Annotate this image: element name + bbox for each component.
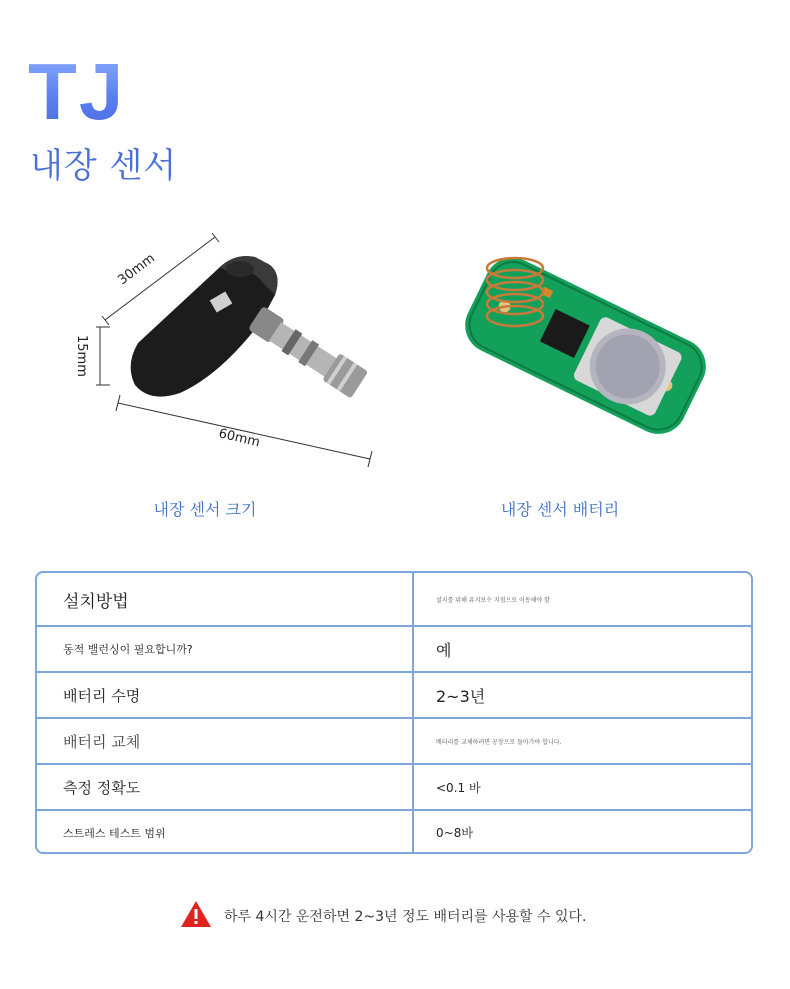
battery-note — [180, 900, 587, 932]
table-row — [37, 573, 751, 625]
spec-label: 배터리 교체 — [37, 719, 414, 763]
brand-logo: TJ — [28, 47, 126, 136]
table-row — [37, 809, 751, 854]
page-subtitle: 내장 센서 — [30, 146, 178, 186]
dim-length-label: 60mm — [217, 426, 262, 451]
table-row — [37, 671, 751, 717]
dim-width-label: 30mm — [115, 251, 158, 289]
spec-value: 예 — [436, 640, 452, 660]
table-row — [37, 717, 751, 763]
spec-label: 배터리 수명 — [37, 673, 414, 717]
sensor-size-photo — [70, 225, 390, 475]
note-text: 하루 4시간 운전하면 2~3년 정도 배터리를 사용할 수 있다. — [224, 909, 587, 925]
warning-icon — [180, 900, 212, 932]
spec-value: 설치를 위해 유지보수 지점으로 이동해야 함 — [436, 596, 550, 604]
sensor-battery-photo — [450, 240, 720, 440]
spec-label: 동적 밸런싱이 필요합니까? — [37, 627, 414, 671]
spec-label: 측정 정확도 — [37, 765, 414, 809]
table-row — [37, 625, 751, 671]
spec-value: 2~3년 — [436, 686, 486, 706]
sensor-battery-caption: 내장 센서 배터리 — [500, 500, 620, 519]
spec-value: <0.1 바 — [436, 780, 481, 795]
table-row — [37, 763, 751, 809]
dim-height-label: 15mm — [74, 335, 89, 377]
spec-table — [35, 571, 753, 854]
sensor-size-caption: 내장 센서 크기 — [153, 500, 257, 519]
spec-value: 0~8바 — [436, 826, 473, 840]
spec-value: 배터리를 교체하려면 공장으로 돌아가야 합니다. — [436, 738, 562, 746]
spec-label: 설치방법 — [37, 573, 414, 625]
spec-label: 스트레스 테스트 범위 — [37, 811, 414, 854]
